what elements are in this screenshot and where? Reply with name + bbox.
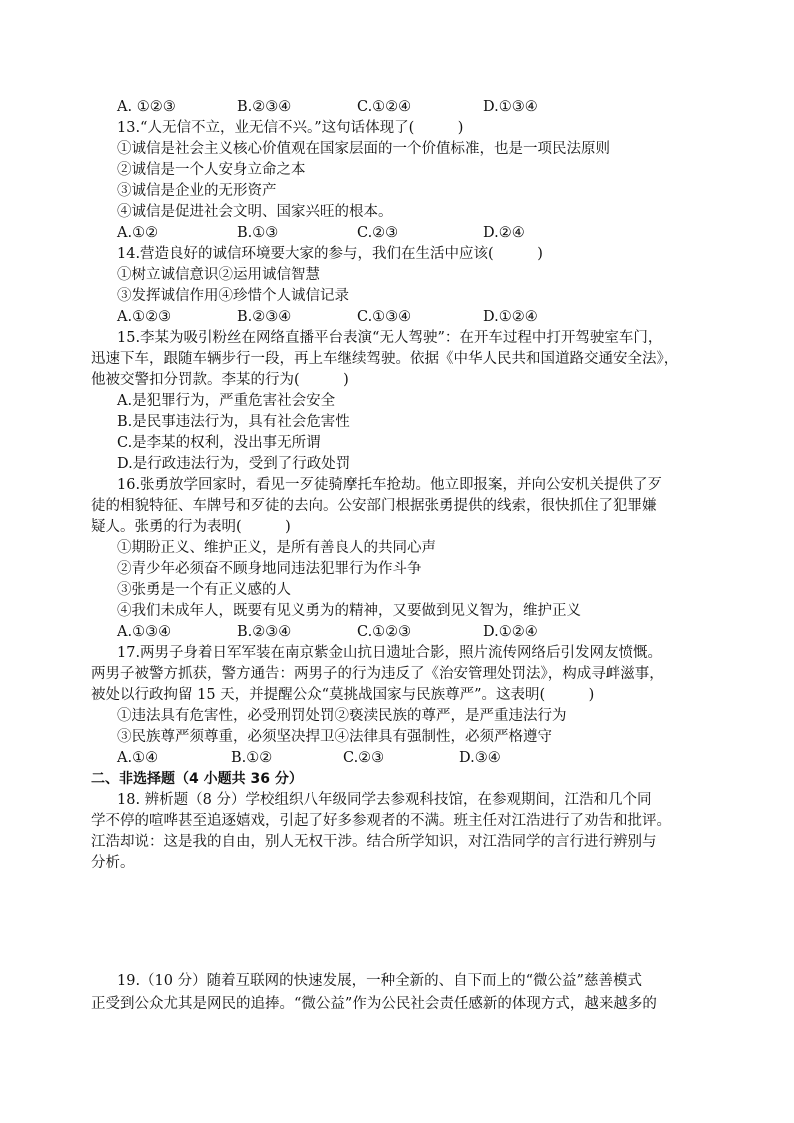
q15-option-b: B.是民事违法行为，具有社会危害性 bbox=[117, 414, 350, 430]
q14-option-d: D.①②④ bbox=[483, 309, 538, 325]
q13-item-2: ②诚信是一个人安身立命之本 bbox=[117, 162, 306, 178]
q13-option-d: D.②④ bbox=[483, 225, 525, 241]
q17-option-c: C.②③ bbox=[343, 750, 385, 766]
q13-item-3: ③诚信是企业的无形资产 bbox=[117, 183, 277, 199]
q16-stem-line-3: 疑人。张勇的行为表明( ) bbox=[91, 519, 291, 535]
q13-item-1: ①诚信是社会主义核心价值观在国家层面的一个价值标准，也是一项民法原则 bbox=[117, 141, 610, 157]
q16-item-4: ④我们未成年人，既要有见义勇为的精神，又要做到见义智为，维护正义 bbox=[117, 603, 581, 619]
q13-options bbox=[117, 223, 525, 244]
q17-options bbox=[117, 748, 501, 769]
q16-option-c: C.①②③ bbox=[357, 624, 412, 640]
q16-item-1: ①期盼正义、维护正义，是所有善良人的共同心声 bbox=[117, 540, 436, 556]
q17-item-1: ①违法具有危害性，必受刑罚处罚②亵渎民族的尊严，是严重违法行为 bbox=[117, 708, 567, 724]
q16-option-b: B.②③④ bbox=[237, 624, 292, 640]
q16-option-d: D.①②④ bbox=[483, 624, 538, 640]
q16-item-3: ③张勇是一个有正义感的人 bbox=[117, 582, 291, 598]
q16-stem-line-1: 16.张勇放学回家时，看见一歹徒骑摩托车抢劫。他立即报案，并向公安机关提供了歹 bbox=[117, 477, 663, 493]
q15-stem-line-2: 迅速下车，跟随车辆步行一段，再上车继续驾驶。依据《中华人民共和国道路交通安全法》， bbox=[91, 351, 679, 367]
q14-option-a: A.①②③ bbox=[117, 309, 172, 325]
q16-stem-line-2: 徒的相貌特征、车牌号和歹徒的去向。公安部门根据张勇提供的线索，很快抓住了犯罪嫌 bbox=[91, 498, 657, 514]
q15-option-d: D.是行政违法行为，受到了行政处罚 bbox=[117, 456, 351, 472]
q17-stem-line-2: 两男子被警方抓获，警方通告：两男子的行为违反了《治安管理处罚法》，构成寻衅滋事， bbox=[91, 666, 664, 682]
q17-option-b: B.①② bbox=[231, 750, 273, 766]
q15-option-a: A.是犯罪行为，严重危害社会安全 bbox=[117, 393, 336, 409]
q13-item-4: ④诚信是促进社会文明、国家兴旺的根本。 bbox=[117, 204, 393, 220]
q14-option-c: C.①③④ bbox=[357, 309, 412, 325]
q12-option-b: B.②③④ bbox=[237, 99, 292, 115]
q15-option-c: C.是李某的权利，没出事无所谓 bbox=[117, 435, 321, 451]
q16-options bbox=[117, 622, 538, 643]
q14-item-2: ③发挥诚信作用④珍惜个人诚信记录 bbox=[117, 288, 349, 304]
section-2-title: 二、非选择题（4 小题共 36 分） bbox=[91, 771, 303, 787]
q14-options bbox=[117, 307, 538, 328]
q13-stem: 13.“人无信不立，业无信不兴。”这句话体现了( ) bbox=[117, 120, 464, 136]
q13-option-b: B.①③ bbox=[237, 225, 279, 241]
q15-stem-line-1: 15.李某为吸引粉丝在网络直播平台表演“无人驾驶”：在开车过程中打开驾驶室车门， bbox=[117, 330, 663, 346]
q13-option-a: A.①② bbox=[117, 225, 159, 241]
q14-option-b: B.②③④ bbox=[237, 309, 292, 325]
q15-stem-line-3: 他被交警扣分罚款。李某的行为( ) bbox=[91, 372, 349, 388]
q18-answer-space[interactable] bbox=[91, 880, 703, 970]
q17-stem-line-1: 17.两男子身着日军军装在南京紫金山抗日遗址合影，照片流传网络后引发网友愤慨。 bbox=[117, 645, 663, 661]
q14-item-1: ①树立诚信意识②运用诚信智慧 bbox=[117, 267, 320, 283]
q17-item-2: ③民族尊严须尊重，必须坚决捍卫④法律具有强制性，必须严格遵守 bbox=[117, 729, 552, 745]
q14-stem: 14.营造良好的诚信环境要大家的参与，我们在生活中应该( ) bbox=[117, 246, 543, 262]
q17-stem-line-3: 被处以行政拘留 15 天，并提醒公众“莫挑战国家与民族尊严”。这表明( ) bbox=[91, 687, 595, 703]
q12-options bbox=[117, 97, 538, 118]
q17-option-a: A.①④ bbox=[117, 750, 159, 766]
q12-option-d: D.①③④ bbox=[483, 99, 538, 115]
q18-stem-line-2: 学不停的喧哗甚至追逐嬉戏，引起了好多参观者的不满。班主任对江浩进行了劝告和批评。 bbox=[91, 813, 671, 829]
q18-stem-line-3: 江浩却说：这是我的自由，别人无权干涉。结合所学知识，对江浩同学的言行进行辨别与 bbox=[91, 834, 657, 850]
q16-option-a: A.①③④ bbox=[117, 624, 172, 640]
q18-stem-line-1: 18. 辨析题（8 分）学校组织八年级同学去参观科技馆，在参观期间，江浩和几个同 bbox=[117, 792, 652, 808]
q19-stem-line-2: 正受到公众尤其是网民的追捧。“微公益”作为公民社会责任感新的体现方式，越来越多的 bbox=[91, 996, 657, 1012]
q18-stem-line-4: 分析。 bbox=[91, 855, 135, 871]
q16-item-2: ②青少年必须奋不顾身地同违法犯罪行为作斗争 bbox=[117, 561, 422, 577]
q12-option-c: C.①②④ bbox=[357, 99, 412, 115]
q19-stem-line-1: 19.（10 分）随着互联网的快速发展，一种全新的、自下而上的“微公益”慈善模式 bbox=[117, 973, 642, 989]
q12-option-a: A. ①②③ bbox=[117, 99, 176, 115]
q17-option-d: D.③④ bbox=[459, 750, 501, 766]
q13-option-c: C.②③ bbox=[357, 225, 399, 241]
